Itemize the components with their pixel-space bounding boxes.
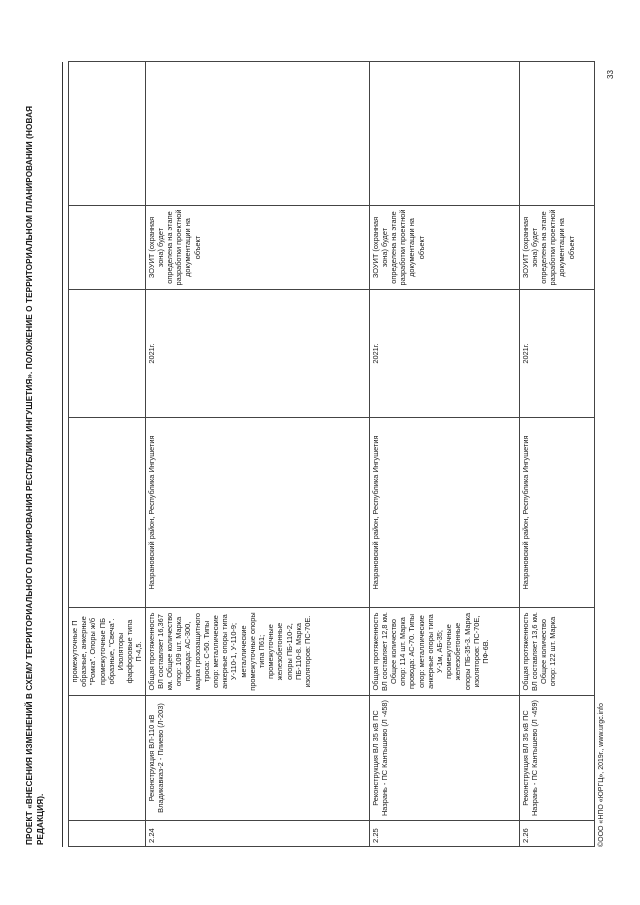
object-zone: ЗОУИТ (охранная зона) будет определена на этапе разработки проектной документации на объект	[369, 206, 519, 290]
cell-empty	[69, 62, 146, 206]
cell-empty	[369, 62, 519, 206]
object-year: 2021г.	[519, 290, 594, 418]
object-location: Назрановский район, Республика Ингушетия	[369, 418, 519, 608]
cell-location	[69, 418, 146, 608]
object-year: 2021г.	[369, 290, 519, 418]
object-description: Общая протяженность ВЛ составляет 12,8 км. Общее количество опор: 114 шт. Марка провода: АС-70. Типы опор: металлические анкерные опоры типа У-1м, АБ-35; промежуточные железобетонные опоры ПБ-35-3. Марка изоляторов: ПС-70Е, ПФ-6В.	[369, 608, 519, 696]
object-year: 2021г.	[145, 290, 369, 418]
object-location: Назрановский район, Республика Ингушетия	[519, 418, 594, 608]
object-name: Реконструкция ВЛ 35 кВ ПС Назрань - ПС Кантышево (Л -459)	[519, 696, 594, 821]
object-location: Назрановский район, Республика Ингушетия	[145, 418, 369, 608]
row-number: 2.26	[519, 821, 594, 847]
object-name: Реконструкция ВЛ 35 кВ ПС Назрань - ПС Кантышево (Л -458)	[369, 696, 519, 821]
header-rule	[62, 62, 63, 847]
cell-name	[69, 696, 146, 821]
objects-table	[68, 61, 595, 847]
cell-num	[69, 821, 146, 847]
cell-empty	[519, 62, 594, 206]
page-number: 33	[606, 70, 615, 79]
object-name: Реконструкция ВЛ-110 кВ Владикавказ-2 - Плиево (Л-203)	[145, 696, 369, 821]
object-zone: ЗОУИТ (охранная зона) будет определена на этапе разработки проектной документации на объект	[519, 206, 594, 290]
table-row-2-26	[519, 62, 594, 847]
object-zone: ЗОУИТ (охранная зона) будет определена на этапе разработки проектной документации на объект	[145, 206, 369, 290]
cell-empty	[145, 62, 369, 206]
row-number: 2.24	[145, 821, 369, 847]
object-description: Общая протяженность ВЛ составляет 13,6 км. Общее количество опор: 122 шт. Марка	[519, 608, 594, 696]
table-row-continuation	[69, 62, 146, 847]
cell-year	[69, 290, 146, 418]
document-header: ПРОЕКТ «ВНЕСЕНИЯ ИЗМЕНЕНИЙ В СХЕМУ ТЕРРИТОРИАЛЬНОГО ПЛАНИРОВАНИЯ РЕСПУБЛИКИ ИНГУШЕТИЯ». ПОЛОЖЕНИЕ О ТЕРРИТОРИАЛЬНОМ ПЛАНИРОВАНИИ (НОВАЯ РЕДАКЦИЯ).	[25, 105, 45, 845]
table-row-2-25	[369, 62, 519, 847]
object-description: Общая протяженность ВЛ составляет 16,367 км. Общее количество опор: 109 шт. Марка провода: АС-300, марка грозозащитного троса: С-50. Типы опор: металлические анкерные опоры типа У-110-1, У-110-9; металлические промежуточные опоры типа П61; промежуточные железобетонные опоры ПБ-110-2, ПБ-110-8. Марка изоляторов: ПС-70Е.	[145, 608, 369, 696]
cell-description: промежуточные П образные, анкерные "Ромка". Опоры ж/б промежуточные ПБ образные, "Свеча". Изоляторы фарфоровые типа П-4,5.	[69, 608, 146, 696]
footer-copyright: ©ООО «НПО «ЮРГЦ», 2019г., www.urgc.info	[598, 703, 605, 847]
cell-zone	[69, 206, 146, 290]
row-number: 2.25	[369, 821, 519, 847]
table-row-2-24	[145, 62, 369, 847]
